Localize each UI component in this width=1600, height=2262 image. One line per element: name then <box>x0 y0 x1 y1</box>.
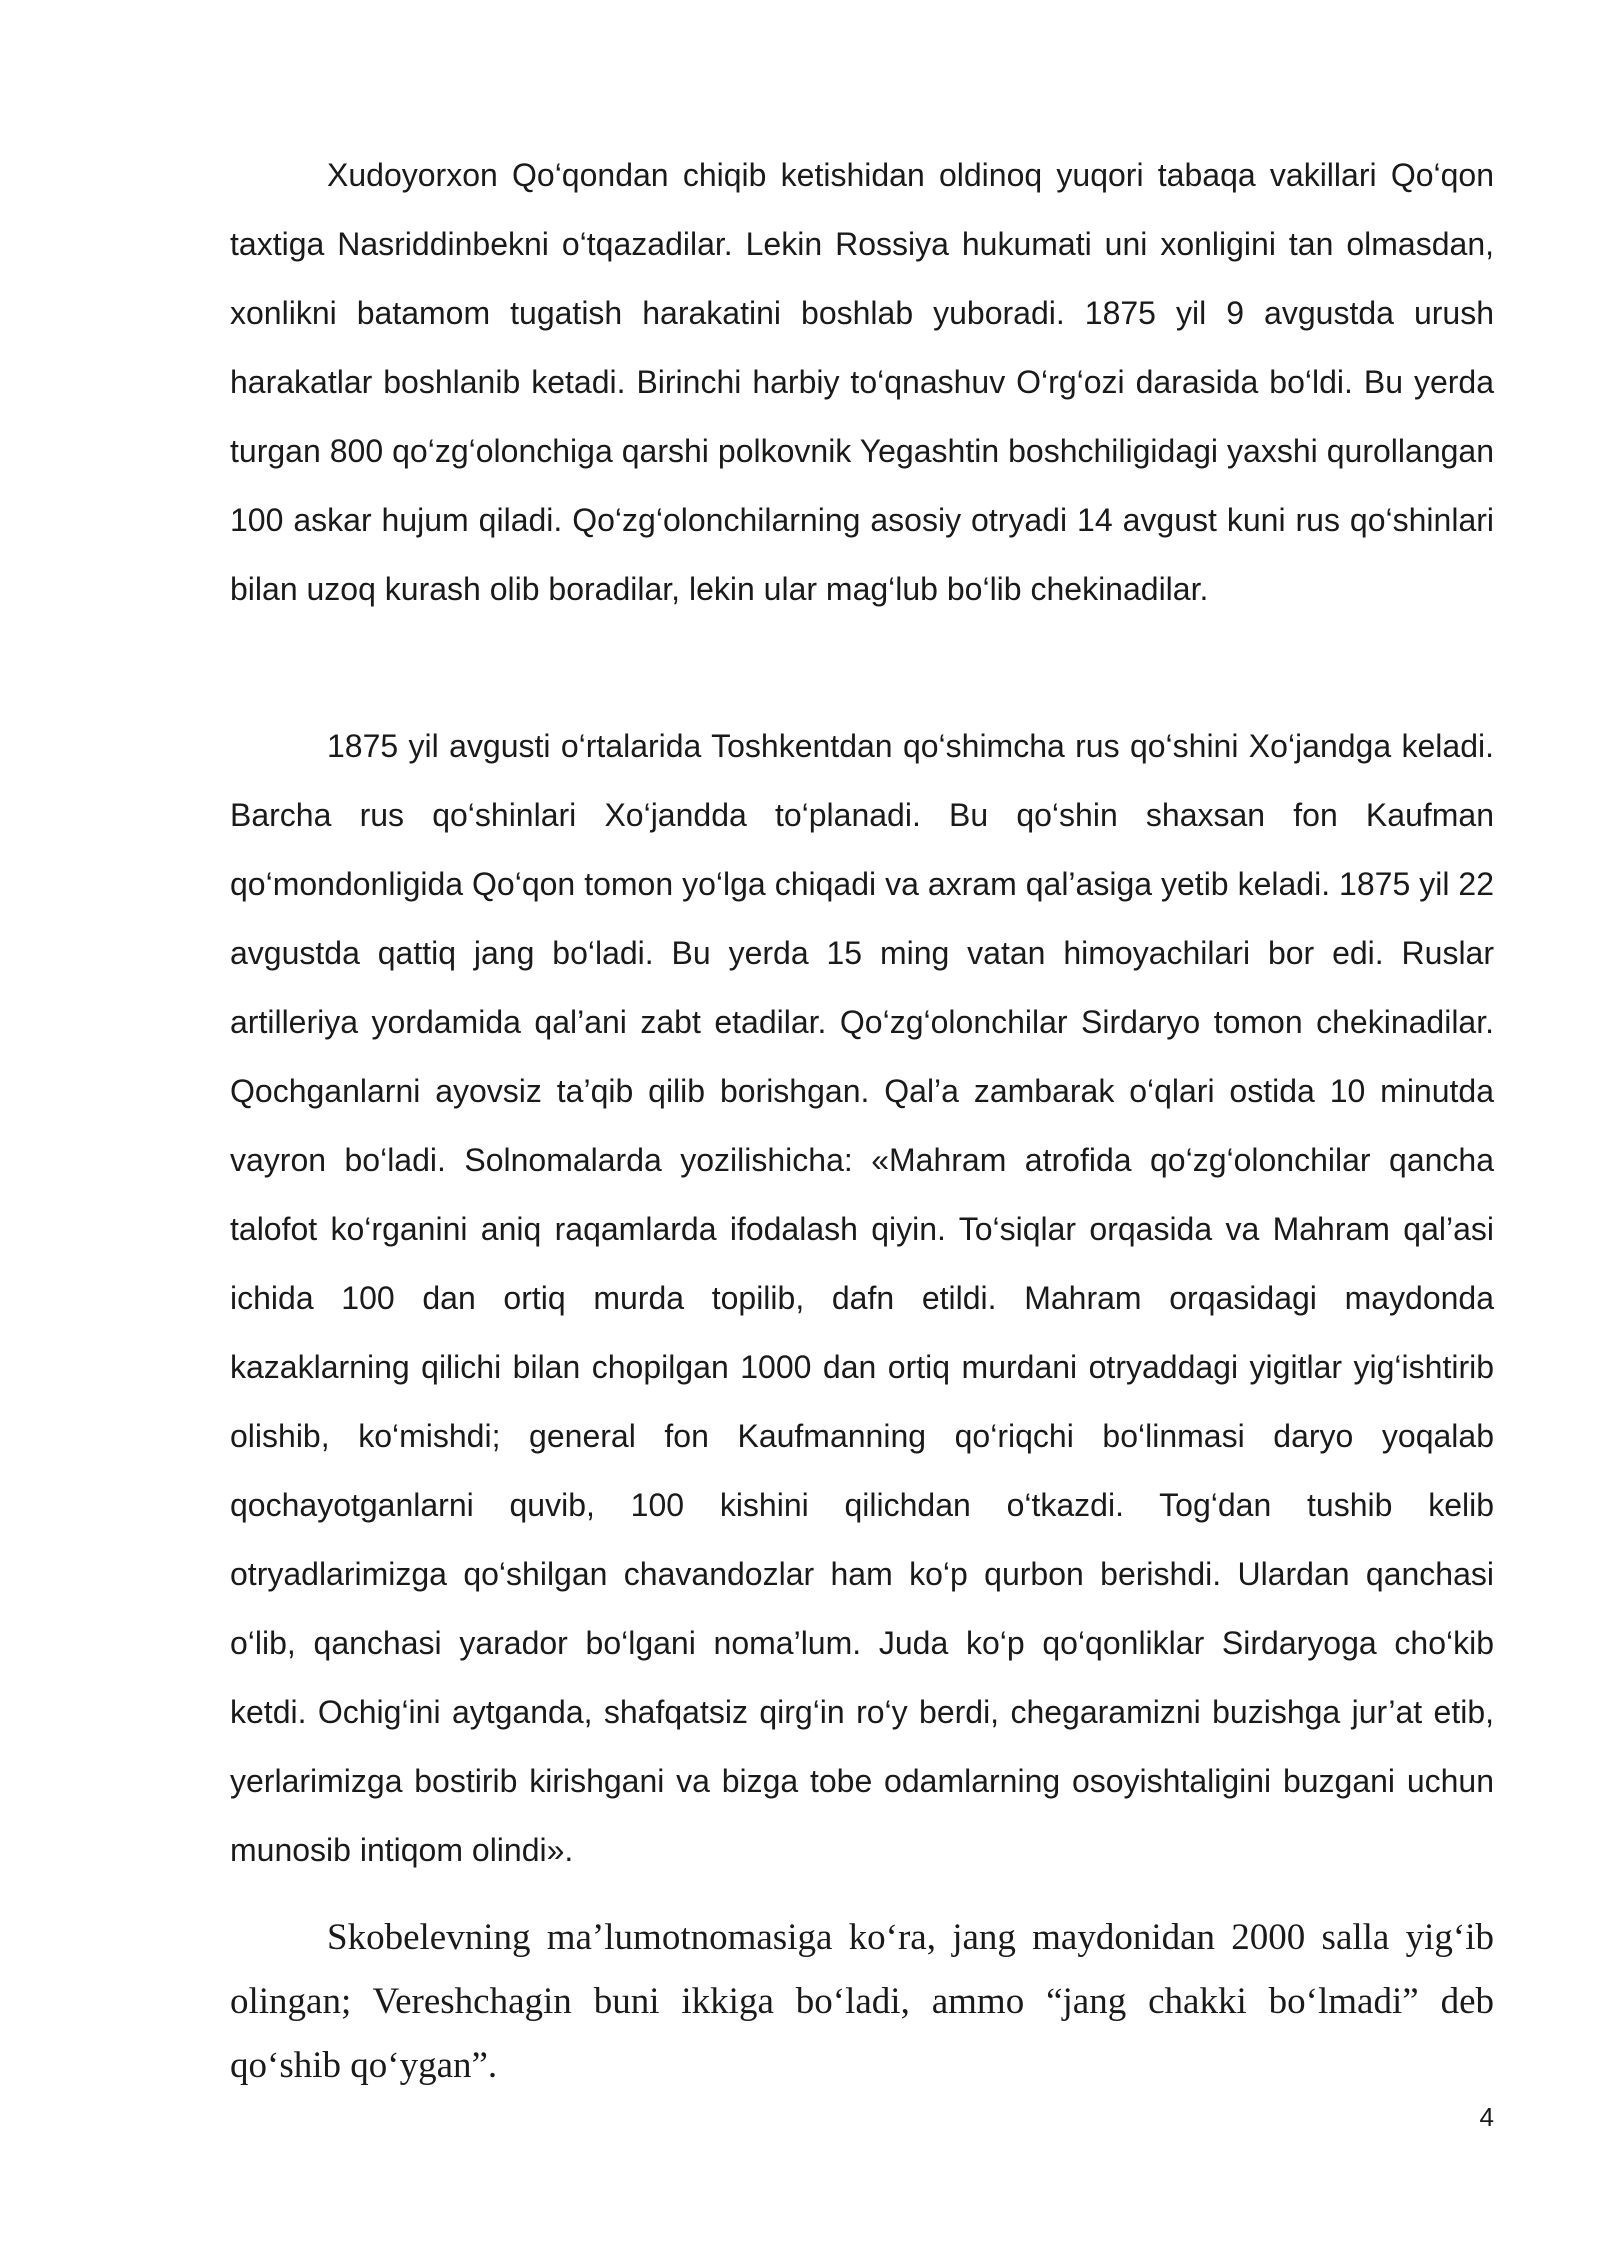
paragraph-1875-avgust: 1875 yil avgusti o‘rtalarida Toshkentdan qo‘shimcha rus qo‘shini Xo‘jandga keladi. Barcha rus qo‘shinlari Xo‘jandda to‘planadi. Bu qo‘shin shaxsan fon Kaufman qo‘mondonligida Qo‘qon tomon yo‘lga chiqadi va axram qal’asiga yetib keladi. 1875 yil 22 avgustda qattiq jang bo‘ladi. Bu yerda 15 ming vatan himoyachilari bor edi. Ruslar artilleriya yordamida qal’ani zabt etadilar. Qo‘zg‘olonchilar Sirdaryo tomon chekinadilar. Qochganlarni ayovsiz ta’qib qilib borishgan. Qal’a zambarak o‘qlari ostida 10 minutda vayron bo‘ladi. Solnomalarda yozilishicha: «Mahram atrofida qo‘zg‘olonchilar qancha talofot ko‘rganini aniq raqamlarda ifodalash qiyin. To‘siqlar orqasida va Mahram qal’asi ichida 100 dan ortiq murda topilib, dafn etildi. Mahram orqasidagi maydonda kazaklarning qilichi bilan chopilgan 1000 dan ortiq murdani otryaddagi yigitlar yig‘ishtirib olishib, ko‘mishdi; general fon Kaufmanning qo‘riqchi bo‘linmasi daryo yoqalab qochayotganlarni quvib, 100 kishini qilichdan o‘tkazdi. Tog‘dan tushib kelib otryadlarimizga qo‘shilgan chavandozlar ham ko‘p qurbon berishdi. Ulardan qanchasi o‘lib, qanchasi yarador bo‘lgani noma’lum. Juda ko‘p qo‘qonliklar Sirdaryoga cho‘kib ketdi. Ochig‘ini aytganda, shafqatsiz qirg‘in ro‘y berdi, chegaramizni buzishga jur’at etib, yerlarimizga bostirib kirishgani va bizga tobe odamlarning osoyishtaligini buzgani uchun munosib intiqom olindi». <box>230 728 1494 1868</box>
paragraph-xudoyorxon: Xudoyorxon Qo‘qondan chiqib ketishidan oldinoq yuqori tabaqa vakillari Qo‘qon taxtiga Nasriddinbekni o‘tqazadilar. Lekin Rossiya hukumati uni xonligini tan olmasdan, xonlikni batamom tugatish harakatini boshlab yuboradi. 1875 yil 9 avgustda urush harakatlar boshlanib ketadi. Birinchi harbiy to‘qnashuv O‘rg‘ozi darasida bo‘ldi. Bu yerda turgan 800 qo‘zg‘olonchiga qarshi polkovnik Yegashtin boshchiligidagi yaxshi qurollangan 100 askar hujum qiladi. Qo‘zg‘olonchilarning asosiy otryadi 14 avgust kuni rus qo‘shinlari bilan uzoq kurash olib boradilar, lekin ular mag‘lub bo‘lib chekinadilar. <box>230 157 1494 607</box>
paragraph-skobelev: Skobelevning ma’lumotnomasiga ko‘ra, jang maydonidan 2000 salla yig‘ib olingan; Vereshchagin buni ikkiga bo‘ladi, ammo “jang chakki bo‘lmadi” deb qo‘shib qo‘ygan”. <box>230 1917 1494 2086</box>
page-number: 4 <box>1479 2102 1494 2132</box>
